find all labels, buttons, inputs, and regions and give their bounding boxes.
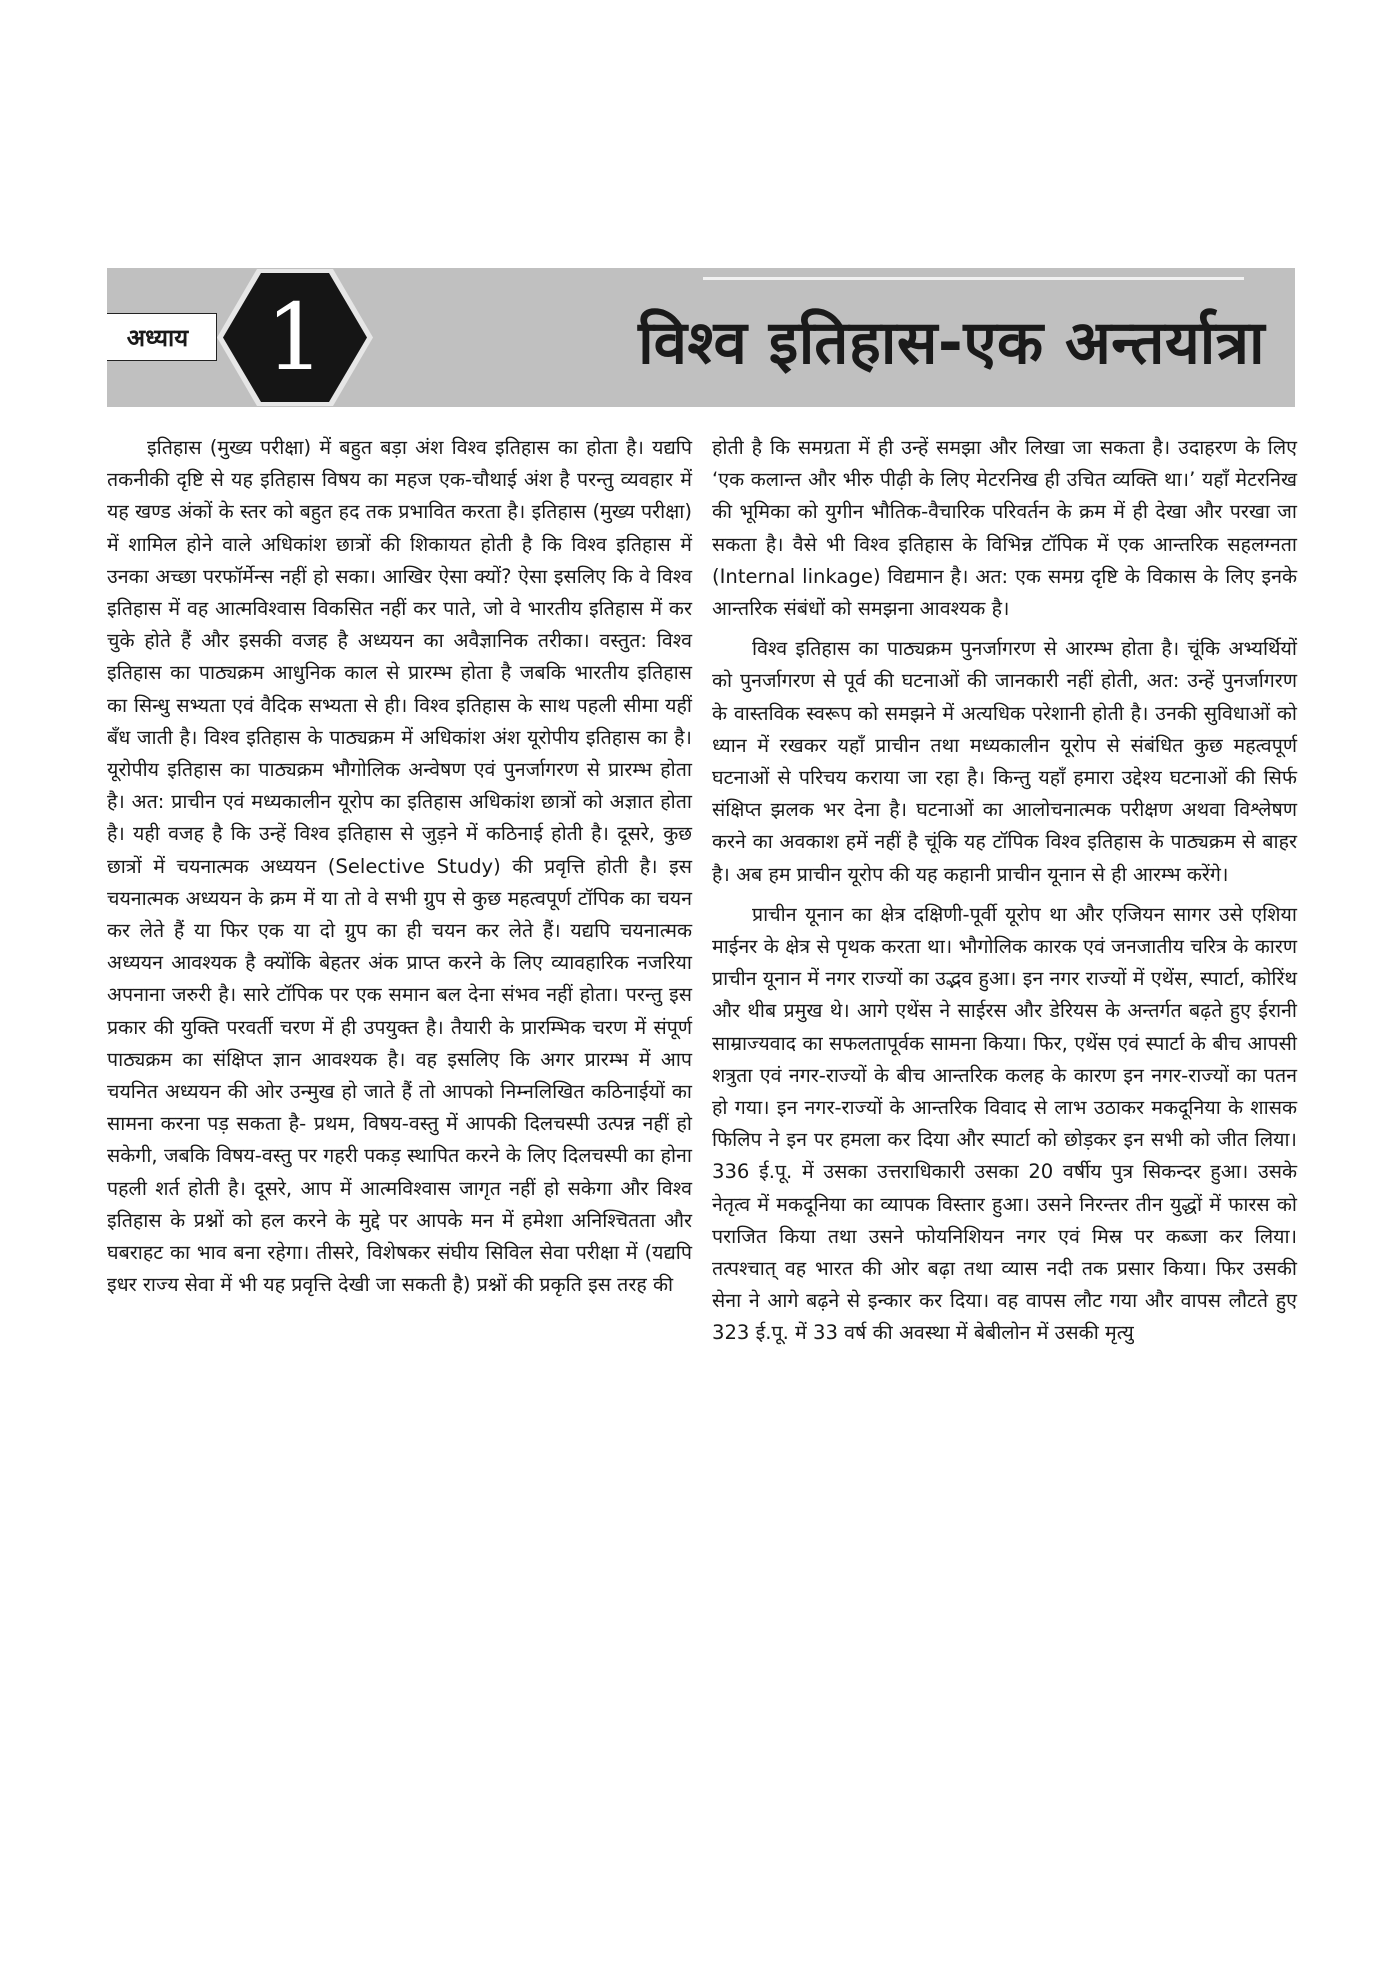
chapter-label: अध्याय (107, 313, 217, 361)
paragraph: होती है कि समग्रता में ही उन्हें समझा और लिखा जा सकता है। उदाहरण के लिए ‘एक कलान्त और भीरु पीढ़ी के लिए मेटरनिख ही उचित व्यक्ति था।’ यहाँ मेटरनिख की भूमिका को युगीन भौतिक-वैचारिक परिवर्तन के क्रम में ही देखा और परखा जा सकता है। वैसे भी विश्व इतिहास के विभिन्न टॉपिक में एक आन्तरिक सहलग्नता (Internal linkage) विद्यमान है। अत: एक समग्र दृष्टि के विकास के लिए इनके आन्तरिक संबंधों को समझना आवश्यक है। (712, 436, 1297, 621)
paragraph: प्राचीन यूनान का क्षेत्र दक्षिणी-पूर्वी यूरोप था और एजियन सागर उसे एशिया माईनर के क्षेत्र से पृथक करता था। भौगोलिक कारक एवं जनजातीय चरित्र के कारण प्राचीन यूनान में नगर राज्यों का उद्भव हुआ। इन नगर राज्यों में एथेंस, स्पार्टा, कोरिंथ और थीब प्रमुख थे। आगे एथेंस ने साईरस और डेरियस के अन्तर्गत बढ़ते हुए ईरानी साम्राज्यवाद का सफलतापूर्वक सामना किया। फिर, एथेंस एवं स्पार्टा के बीच आपसी शत्रुता एवं नगर-राज्यों के बीच आन्तरिक कलह के कारण इन नगर-राज्यों का पतन हो गया। इन नगर-राज्यों के आन्तरिक विवाद से लाभ उठाकर मकदूनिया के शासक फिलिप ने इन पर हमला कर दिया और स्पार्टा को छोड़कर इन सभी को जीत लिया। 336 ई.पू. में उसका उत्तराधिकारी उसका 20 वर्षीय पुत्र सिकन्दर हुआ। उसके नेतृत्व में मकदूनिया का व्यापक विस्तार हुआ। उसने निरन्तर तीन युद्धों में फारस को पराजित किया तथा उसने फोयनिशियन नगर एवं मिस्र पर कब्जा कर लिया। तत्पश्चात् वह भारत की ओर बढ़ा तथा व्यास नदी तक प्रसार किया। फिर उसकी सेना ने आगे बढ़ने से इन्कार कर दिया। वह वापस लौट गया और वापस लौटते हुए 323 ई.पू. में 33 वर्ष की अवस्था में बेबीलोन में उसकी मृत्यु (712, 902, 1297, 1345)
body-text-columns (107, 432, 1297, 1358)
chapter-number-badge (215, 268, 375, 407)
right-column (712, 432, 1297, 1358)
chapter-header-banner (107, 268, 1295, 407)
chapter-number: 1 (265, 283, 325, 391)
paragraph: विश्व इतिहास का पाठ्यक्रम पुनर्जागरण से आरम्भ होता है। चूंकि अभ्यर्थियों को पुनर्जागरण से पूर्व की घटनाओं की जानकारी नहीं होती, अत: उन्हें पुनर्जागरण के वास्तविक स्वरूप को समझने में अत्यधिक परेशानी होती है। उनकी सुविधाओं को ध्यान में रखकर यहाँ प्राचीन तथा मध्यकालीन यूरोप से संबंधित कुछ महत्वपूर्ण घटनाओं से परिचय कराया जा रहा है। किन्तु यहाँ हमारा उद्देश्य घटनाओं की सिर्फ संक्षिप्त झलक भर देना है। घटनाओं का आलोचनात्मक परीक्षण अथवा विश्लेषण करने का अवकाश हमें नहीं है चूंकि यह टॉपिक विश्व इतिहास के पाठ्यक्रम से बाहर है। अब हम प्राचीन यूरोप की यह कहानी प्राचीन यूनान से ही आरम्भ करेंगे। (712, 637, 1297, 886)
paragraph: इतिहास (मुख्य परीक्षा) में बहुत बड़ा अंश विश्व इतिहास का होता है। यद्यपि तकनीकी दृष्टि से यह इतिहास विषय का महज एक-चौथाई अंश है परन्तु व्यवहार में यह खण्ड अंकों के स्तर को बहुत हद तक प्रभावित करता है। इतिहास (मुख्य परीक्षा) में शामिल होने वाले अधिकांश छात्रों की शिकायत होती है कि विश्व इतिहास में उनका अच्छा परफॉर्मेन्स नहीं हो सका। आखिर ऐसा क्यों? ऐसा इसलिए कि वे विश्व इतिहास में वह आत्मविश्वास विकसित नहीं कर पाते, जो वे भारतीय इतिहास में कर चुके होते हैं और इसकी वजह है अध्ययन का अवैज्ञानिक तरीका। वस्तुत: विश्व इतिहास का पाठ्यक्रम आधुनिक काल से प्रारम्भ होता है जबकि भारतीय इतिहास का सिन्धु सभ्यता एवं वैदिक सभ्यता से ही। विश्व इतिहास के साथ पहली सीमा यहीं बँध जाती है। विश्व इतिहास के पाठ्यक्रम में अधिकांश अंश यूरोपीय इतिहास का है। यूरोपीय इतिहास का पाठ्यक्रम भौगोलिक अन्वेषण एवं पुनर्जागरण से प्रारम्भ होता है। अत: प्राचीन एवं मध्यकालीन यूरोप का इतिहास अधिकांश छात्रों को अज्ञात होता है। यही वजह है कि उन्हें विश्व इतिहास से जुड़ने में कठिनाई होती है। दूसरे, कुछ छात्रों में चयनात्मक अध्ययन (Selective Study) की प्रवृत्ति होती है। इस चयनात्मक अध्ययन के क्रम में या तो वे सभी ग्रुप से कुछ महत्वपूर्ण टॉपिक का चयन कर लेते हैं या फिर एक या दो ग्रुप का ही चयन कर लेते हैं। यद्यपि चयनात्मक अध्ययन आवश्यक है क्योंकि बेहतर अंक प्राप्त करने के लिए व्यावहारिक नजरिया अपनाना जरुरी है। सारे टॉपिक पर एक समान बल देना संभव नहीं होता। परन्तु इस प्रकार की युक्ति परवर्ती चरण में ही उपयुक्त है। तैयारी के प्रारम्भिक चरण में संपूर्ण पाठ्यक्रम का संक्षिप्त ज्ञान आवश्यक है। वह इसलिए कि अगर प्रारम्भ में आप चयनित अध्ययन की ओर उन्मुख हो जाते हैं तो आपको निम्नलिखित कठिनाईयों का सामना करना पड़ सकता है- प्रथम, विषय-वस्तु में आपकी दिलचस्पी उत्पन्न नहीं हो सकेगी, जबकि विषय-वस्तु पर गहरी पकड़ स्थापित करने के लिए दिलचस्पी का होना पहली शर्त होती है। दूसरे, आप में आत्मविश्वास जागृत नहीं हो सकेगा और विश्व इतिहास के प्रश्नों को हल करने के मुद्दे पर आपके मन में हमेशा अनिश्चितता और घबराहट का भाव बना रहेगा। तीसरे, विशेषकर संघीय सिविल सेवा परीक्षा में (यद्यपि इधर राज्य सेवा में भी यह प्रवृत्ति देखी जा सकती है) प्रश्नों की प्रकृति इस तरह की (107, 436, 692, 1297)
left-column (107, 432, 692, 1358)
chapter-title: विश्व इतिहास-एक अन्तर्यात्रा (638, 308, 1265, 378)
header-rule-line (703, 277, 1244, 280)
